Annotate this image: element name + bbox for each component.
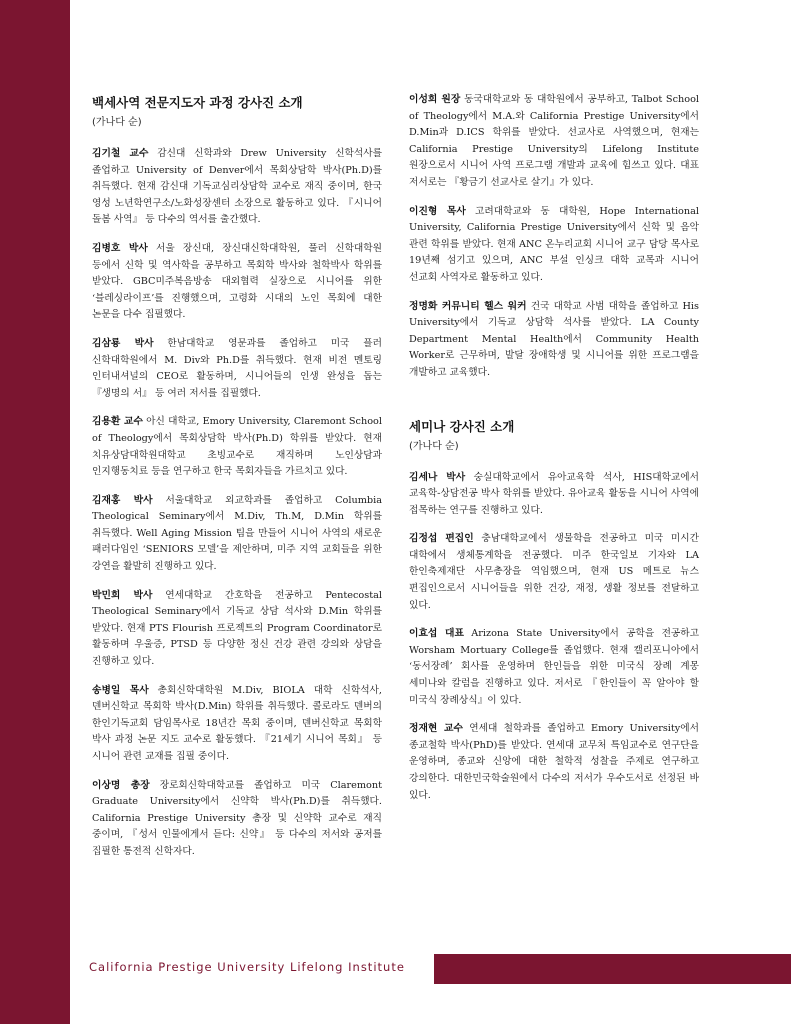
bio-text: 한남대학교 영문과를 졸업하고 미국 플러 신학대학원에서 M. Div와 Ph.D를 취득했다. 현재 비전 멘토링 인터내셔널의 CEO로 활동하며, 시니어들의 인생 완성을 돕는 『생명의 서』 등 여러 저서를 집필했다. (92, 337, 382, 399)
bio-entry (409, 470, 699, 520)
bio-text: Arizona State University에서 공학을 전공하고 Worsham Mortuary College를 졸업했다. 현재 캘리포니아에서 ‘동서장례’ 회사를 운영하며 한인들을 위한 미국식 장례 계몽 세미나와 칼럼을 진행하고 있다. 저서로 『한인들이 꼭 알아야 할 미국식 장례상식』이 있다. (409, 628, 699, 706)
bio-name: 김기철 교수 (92, 148, 149, 159)
bio-name: 박민희 박사 (92, 589, 153, 601)
bio-entry (92, 493, 382, 576)
bio-name: 이상명 총장 (92, 779, 150, 791)
bio-name: 김삼룡 박사 (92, 337, 154, 349)
bio-entry (92, 414, 382, 480)
bio-entry (409, 204, 699, 287)
bio-entry (92, 683, 382, 766)
bio-name: 김세나 박사 (409, 471, 466, 483)
bio-entry (92, 778, 382, 861)
bio-text: 장로회신학대학교를 졸업하고 미국 Claremont Graduate University에서 신약학 박사(Ph.D)를 취득했다. California Prestige University 총장 및 신약학 교수로 재직 중이며, 『성서 인물에게서 듣다: 신약』 등 다수의 저서와 공저를 집필한 통전적 신학자다. (92, 779, 382, 857)
bio-name: 정재현 교수 (409, 723, 463, 735)
left-column (92, 94, 382, 873)
bio-text: 감신대 신학과와 Drew University 신학석사를 졸업하고 University of Denver에서 목회상담학 박사(Ph.D)를 취득했다. 현재 감신대 기독교심리상담학 교수로 재직 중이며, 한국 영성 노년학연구소/노화성장센터 소장으로 활동하고 있다. 『시니어 돌봄 사역』 등 다수의 역서를 출간했다. (92, 148, 382, 226)
bio-name: 김재홍 박사 (92, 494, 153, 506)
section-subtitle-seminar: (가나다 순) (409, 440, 459, 452)
bio-entry (409, 531, 699, 614)
bio-text: 충남대학교에서 생물학을 전공하고 미국 미시간 대학에서 생체통계학을 전공했다. 미주 한국일보 기자와 LA 한인축제재단 사무총장을 역임했으며, 현재 US 메트로 뉴스 편집인으로서 시니어들을 위한 건강, 재정, 생활 정보를 전달하고 있다. (409, 533, 699, 611)
bio-entry (92, 241, 382, 324)
bio-name: 송병일 목사 (92, 684, 149, 696)
bio-name: 김정섭 편집인 (409, 533, 474, 545)
bio-text: 동국대학교와 동 대학원에서 공부하고, Talbot School of Theology에서 M.A.와 California Prestige University에서 D.Min과 D.ICS 학위를 받았다. 선교사로 사역했으며, 현재는 California Prestige University의 Lifelong Institute 원장으로서 시니어 사역 프로그램 개발과 교육에 힘쓰고 있다. 대표 저서로는 『황금기 선교사로 살기』가 있다. (409, 94, 699, 188)
bio-text: 서울 장신대, 장신대신학대학원, 풀러 신학대학원 등에서 신학 및 역사학을 공부하고 목회학 박사와 철학박사 학위를 받았다. GBC미주복음방송 대외협력 실장으로 시니어를 위한 ‘블레싱라이프’를 진행했으며, 고령화 시대의 노인 목회에 대한 논문을 다수 집필했다. (92, 242, 383, 321)
footer-institute-name: California Prestige University Lifelong Institute (89, 960, 405, 974)
bio-name: 이효섭 대표 (409, 628, 464, 640)
footer-accent-bar (434, 954, 791, 984)
left-accent-band (0, 0, 70, 1024)
section-title-seminar: 세미나 강사진 소개 (409, 418, 515, 434)
bio-name: 김병호 박사 (92, 242, 148, 254)
bio-name: 이성희 원장 (409, 94, 461, 105)
bio-text: 고려대학교와 동 대학원, Hope International University, California Prestige University에서 신학 및 음악 관련 학위를 받았다. 현재 ANC 온누리교회 시니어 교구 담당 목사로 19년째 섬기고 있으며, ANC 부설 인싱크 대학 교목과 시니어 선교회 사역자로 활동하고 있다. (409, 205, 700, 283)
section-title-instructors: 백세사역 전문지도자 과정 강사진 소개 (92, 95, 303, 110)
bio-text: 숭실대학교에서 유아교육학 석사, HIS대학교에서 교육학-상담전공 박사 학위를 받았다. 유아교육 활동을 시니어 사역에 접목하는 연구를 진행하고 있다. (409, 471, 699, 516)
bio-entry (409, 92, 699, 192)
section-subtitle-instructors: (가나다 순) (92, 117, 142, 128)
bio-name: 정명화 커뮤니티 헬스 워커 (409, 300, 527, 312)
bio-text: 연세대학교 간호학을 전공하고 Pentecostal Theological Seminary에서 기독교 상담 석사와 D.Min 학위를 받았다. 현재 PTS Flourish 프로젝트의 Program Coordinator로 활동하며 우울증, PTSD 등 다양한 정신 건강 관련 강의와 상담을 진행하고 있다. (92, 589, 382, 668)
bio-name: 이진형 목사 (409, 205, 466, 217)
seminar-section (409, 418, 699, 805)
bio-name: 김용환 교수 (92, 416, 143, 428)
bio-text: 연세대 철학과를 졸업하고 Emory University에서 종교철학 박사(PhD)를 받았다. 연세대 교무처 특임교수로 연구단을 운영하며, 종교와 신앙에 대한 철학적 성찰을 주제로 연구하고 강의한다. 대한민국학술원에서 다수의 저서가 우수도서로 선정된 바 있다. (409, 723, 699, 801)
bio-text: 아신 대학교, Emory University, Claremont School of Theology에서 목회상담학 박사(Ph.D) 학위를 받았다. 현재 치유상담대학원대학교 초빙교수로 재직하며 노인상담과 인지행동치료 등을 연구하고 한국 목회자들을 가르치고 있다. (92, 416, 382, 478)
instructor-list-continued (409, 92, 699, 382)
bio-entry (409, 299, 699, 382)
right-column (409, 94, 699, 816)
bio-entry (92, 588, 382, 671)
bio-entry (92, 146, 382, 229)
bio-text: 건국 대학교 사범 대학을 졸업하고 His University에서 기독교 상담학 석사를 받았다. LA County Department Mental Health에서 Community Health Worker로 근무하며, 발달 장애학생 및 시니어를 위한 프로그램을 개발하고 교육했다. (409, 300, 699, 378)
bio-entry (409, 626, 699, 709)
bio-text: 총회신학대학원 M.Div, BIOLA 대학 신학석사, 덴버신학교 목회학 박사(D.Min) 학위를 취득했다. 콜로라도 덴버의 한인기독교회 담임목사로 18년간 목회 중이며, 덴버신학교 목회학 박사 과정 논문 지도 교수로 활동했다. 『21세기 시니어 목회』 등 시니어 관련 교재를 집필 중이다. (92, 684, 382, 762)
bio-entry (92, 336, 382, 402)
bio-entry (409, 721, 699, 804)
bio-text: 서울대학교 외교학과를 졸업하고 Columbia Theological Seminary에서 M.Div, Th.M, D.Min 학위를 취득했다. Well Aging Mission 팀을 만들어 시니어 사역의 새로운 패러다임인 ‘SENIORS 모델’을 제안하며, 미주 지역 교회들을 위한 강연을 활발히 진행하고 있다. (92, 494, 382, 573)
